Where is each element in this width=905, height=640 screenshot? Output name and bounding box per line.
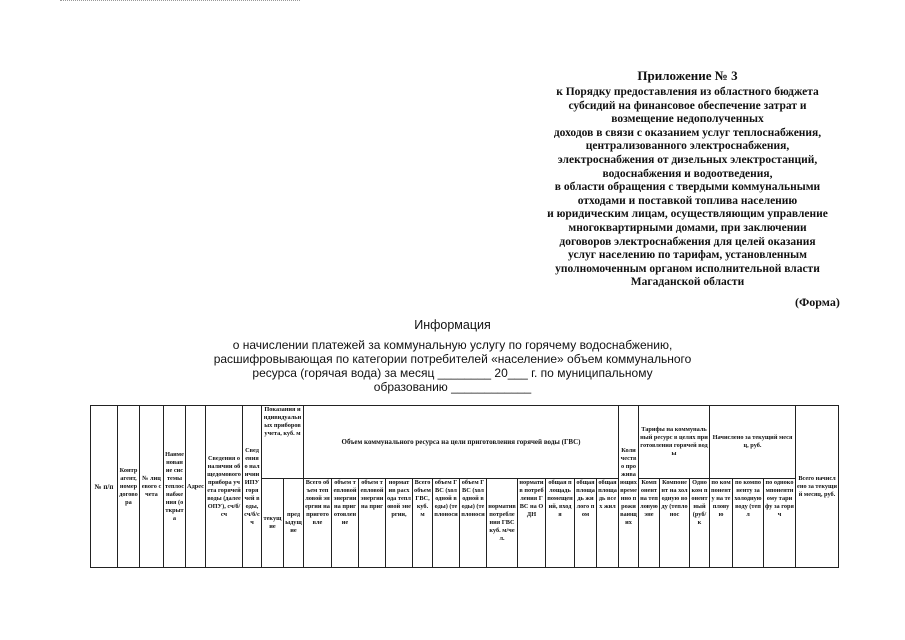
info-line: ресурса (горячая вода) за месяц ________ 20___ г. по муниципальному	[252, 366, 653, 380]
col-accr-cold: по компоненту за холодную воду (тепл	[733, 479, 764, 568]
appendix-line: к Порядку предоставления из областного бюджета	[556, 86, 819, 98]
col-tariffs: Тарифы на коммунальный ресурс в целях приготовления горячей воды	[639, 406, 710, 479]
col-readings-current: текущие	[262, 479, 284, 568]
col-vol-energy-prep: объем тепловой энергии на приготовление	[332, 479, 359, 568]
appendix-title: Приложение № 3	[637, 68, 738, 83]
info-line: расшифровывающая по категории потребителей «население» объем коммунального	[213, 352, 692, 366]
col-vol-gvs-cold: объем ГВС (холодной воды) (теплоноси	[433, 479, 460, 568]
col-address: Адрес	[186, 406, 206, 568]
col-volume: Объем коммунального ресурса на цели приготовления горячей воды (ГВС)	[304, 406, 619, 479]
col-total: Всего начислено за текущий месяц, руб.	[796, 406, 839, 568]
col-account: № лицевого счета	[140, 406, 164, 568]
col-tariff-heat: Компонент на тепловую эне	[639, 479, 660, 568]
appendix-line: возмещение недополученных	[611, 113, 764, 126]
col-accrued: Начислено за текущий месяц, руб.	[710, 406, 796, 479]
col-vol-norm: норматив расхода тепловой энергии,	[386, 479, 413, 568]
appendix-block	[490, 68, 885, 290]
col-vol-area-all: общая площадь всех жил	[597, 479, 619, 568]
col-vol-area-living: общая площадь жилого пом	[575, 479, 597, 568]
col-contract: Контрагент, номер договора	[118, 406, 140, 568]
info-line: о начислении платежей за коммунальную услугу по горячему водоснабжению,	[232, 338, 673, 352]
col-tariff-single: Одноком понентный (руб/к	[690, 479, 710, 568]
appendix-line: доходов в связи с оказанием услуг теплоснабжения,	[553, 126, 822, 139]
col-system: Наименование системы теплоснабжения (открыта	[164, 406, 186, 568]
appendix-line: электроснабжения от дизельных электростанций,	[557, 153, 818, 166]
col-tariff-cold: Компонент на холодную воду (теплонос	[660, 479, 690, 568]
col-vol-total-energy: Всего объем тепловой энергии на приготовле	[304, 479, 332, 568]
info-line: образованию ____________	[373, 380, 532, 394]
appendix-line: уполномоченным органом исполнительной власти	[555, 262, 820, 275]
col-vol-heat-energy: объем тепловой энергии на приг	[359, 479, 386, 568]
appendix-line: многоквартирными домами, при заключении	[568, 221, 807, 234]
appendix-line: отходами и поставкой топлива населению	[577, 194, 798, 207]
appendix-line: договоров электроснабжения для целей оказания	[559, 235, 816, 248]
col-readings-previous: предыдущие	[284, 479, 304, 568]
col-vol-area-rooms: общая площадь помещений, входя	[546, 479, 575, 568]
appendix-line: субсидий на финансовое обеспечение затрат и	[568, 99, 807, 112]
col-vol-gvs-total: Всего объем ГВС, куб. м	[413, 479, 433, 568]
info-block	[180, 318, 725, 394]
appendix-line: Магаданской области	[630, 276, 745, 289]
accrual-table	[90, 405, 839, 568]
col-opu: Сведения о наличии общедомового прибора учета горячей воды (далее ОПУ), сч/б/сч	[206, 406, 243, 568]
col-vol-norm-person: норматив потребления ГВС куб. м/чел.	[487, 479, 518, 568]
appendix-line: централизованного электроснабжения,	[585, 140, 790, 153]
col-vol-gvs-cold-2: объем ГВС (холодной воды) (теплоноси	[460, 479, 487, 568]
col-accr-heat: по компоненту на тепловую	[710, 479, 733, 568]
col-vol-norm-odn: норматив потребления ГВС на ОДН	[518, 479, 546, 568]
col-accr-single: по однокомпонентному тарифу за горяч	[764, 479, 796, 568]
scan-artifact	[60, 0, 300, 4]
form-label: (Форма)	[795, 295, 840, 309]
col-residents: Количество проживающих временно проживающих	[619, 406, 639, 568]
col-ipu: Сведения о наличии ИПУ горячей воды, сч/б/сч	[243, 406, 262, 568]
appendix-line: в области обращения с твердыми коммунальными	[554, 181, 821, 194]
info-heading: Информация	[414, 318, 491, 332]
appendix-line: и юридическим лицам, осуществляющим управление	[547, 208, 828, 221]
appendix-line: услуг населению по тарифам, установленным	[568, 249, 807, 262]
appendix-line: водоснабжения и водоотведения,	[602, 167, 773, 180]
col-readings: Показания индивидуальных приборов учета, куб. м	[262, 406, 304, 479]
col-number: № п/п	[91, 406, 118, 568]
